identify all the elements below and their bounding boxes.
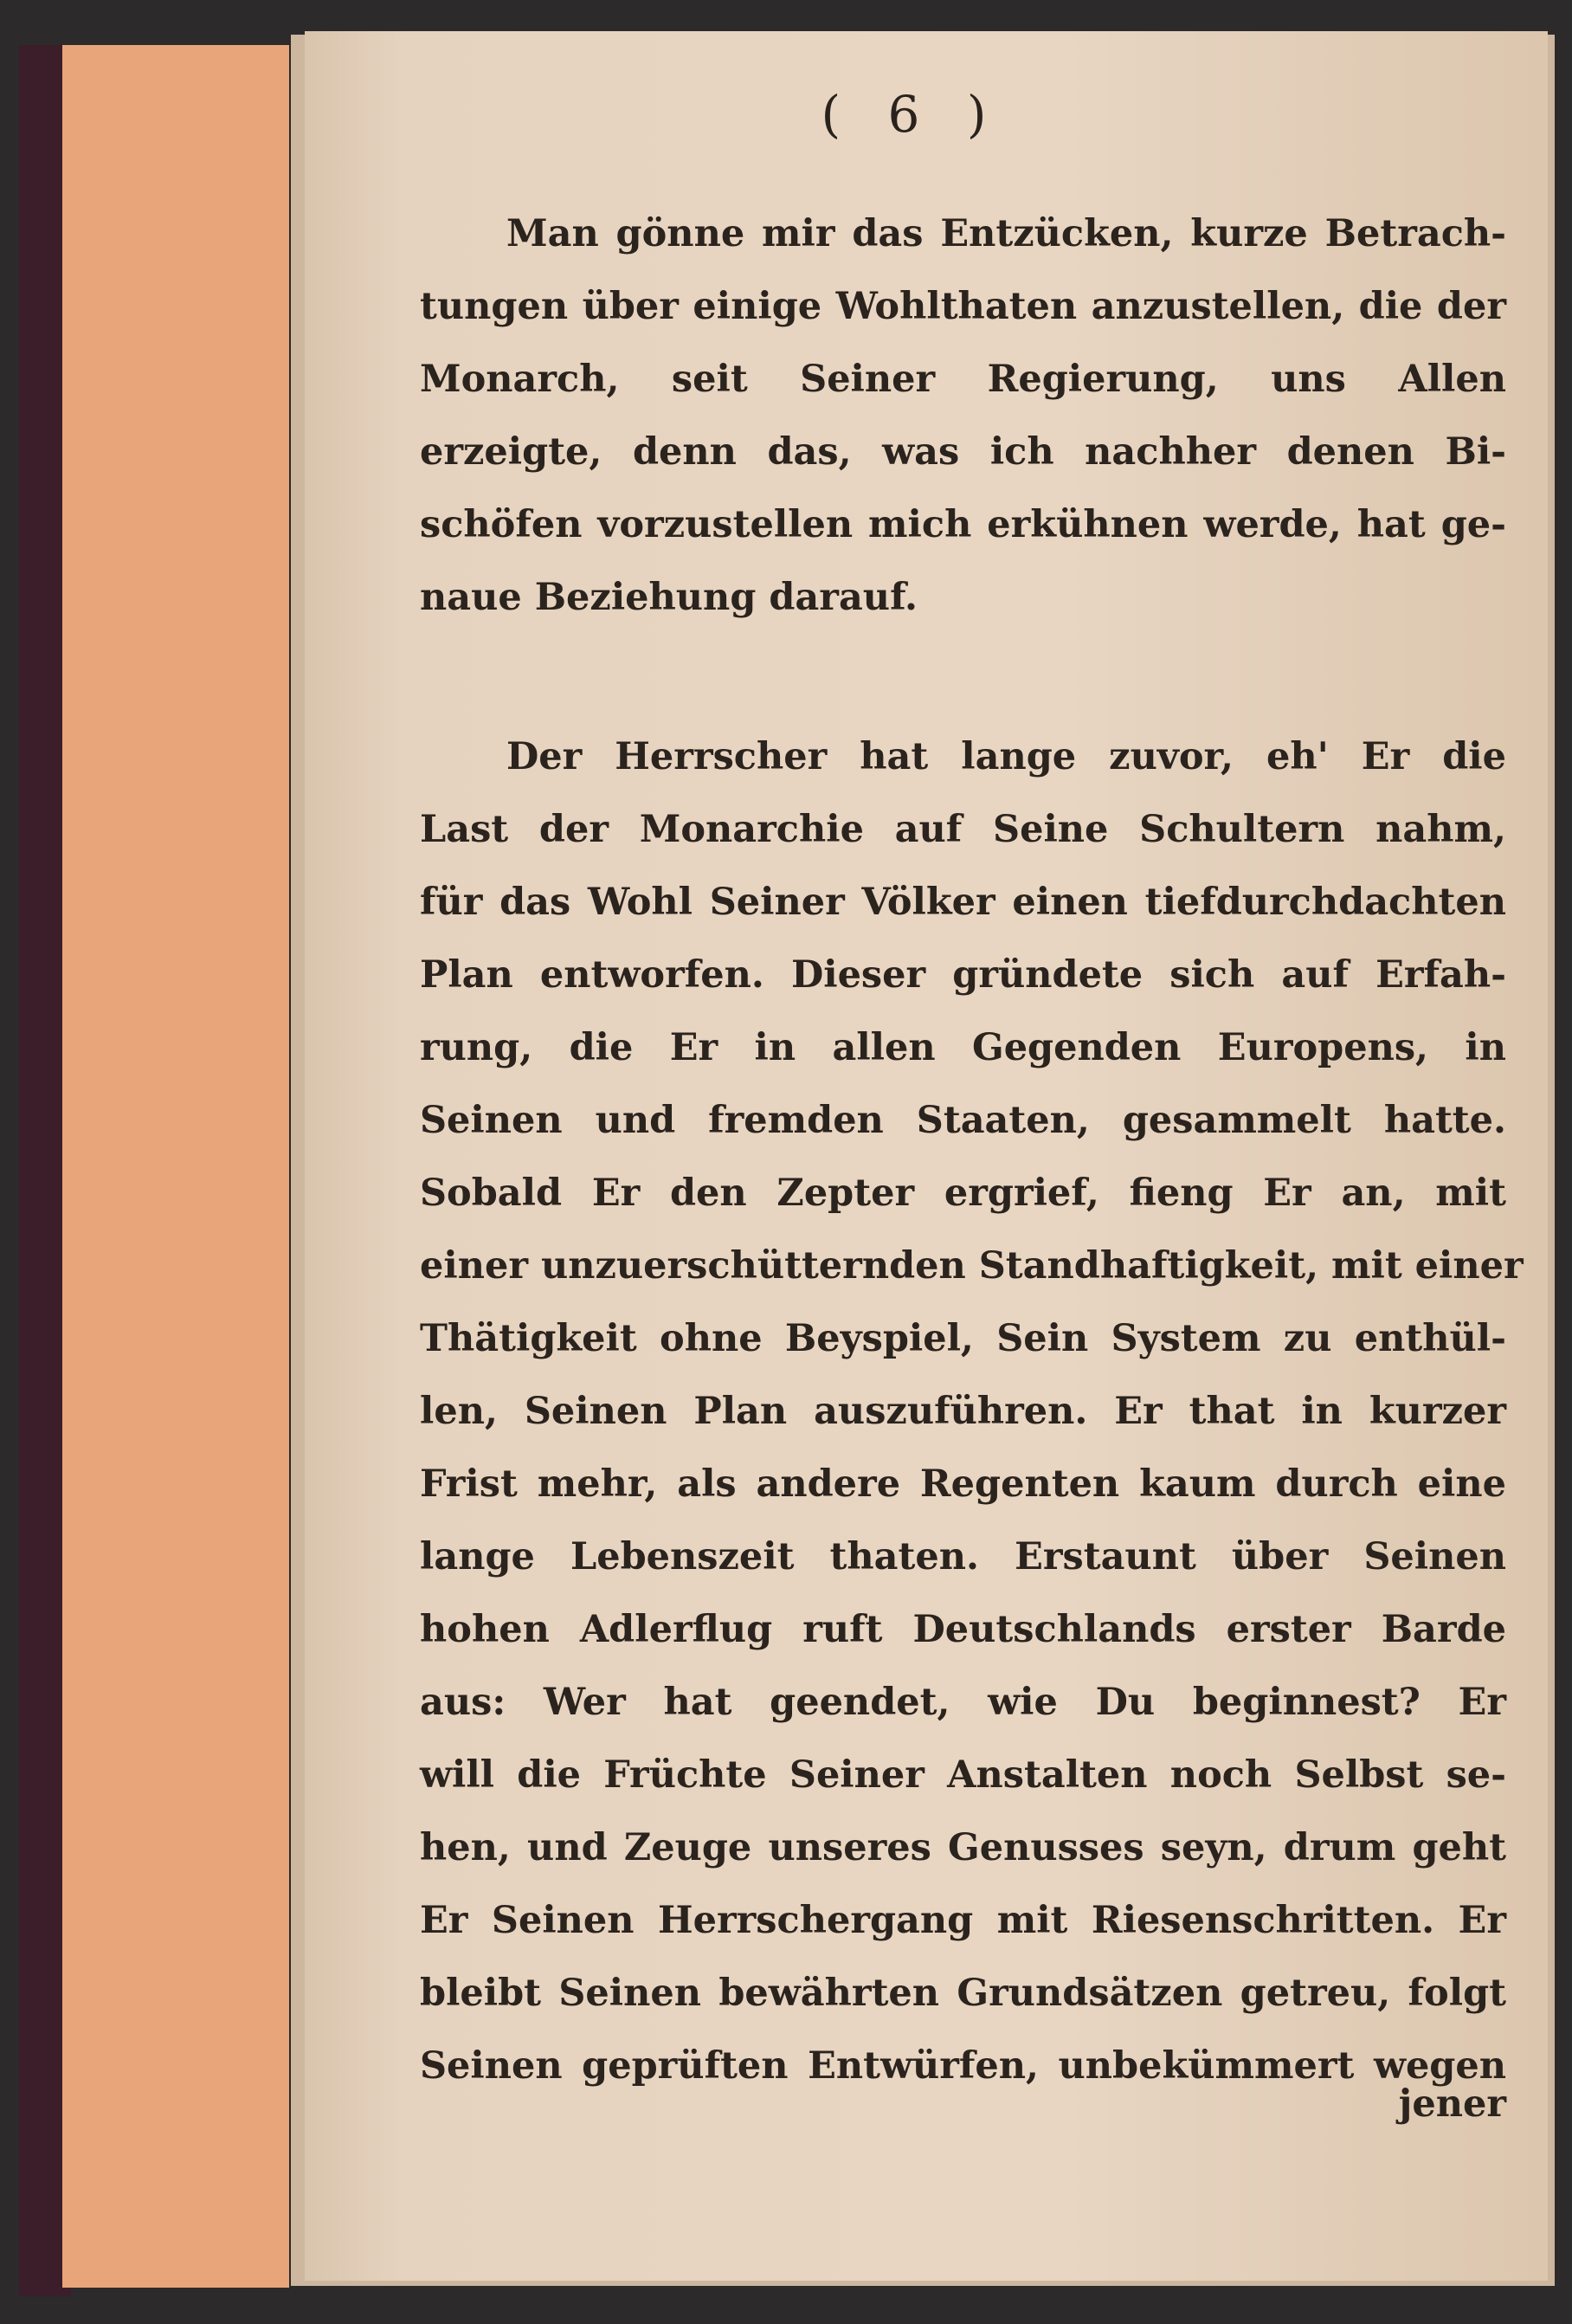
text-line: Plan entworfen. Dieser gründete sich auf Erfah-: [420, 953, 1506, 997]
text-line: bleibt Seinen bewährten Grundsätzen getreu, folgt: [420, 1972, 1506, 2015]
catchword: jener: [1398, 2082, 1506, 2126]
page-body-text: [420, 197, 1524, 2102]
text-line: Monarch, seit Seiner Regierung, uns Allen: [420, 358, 1506, 401]
text-line: schöfen vorzustellen mich erkühnen werde, hat ge-: [420, 503, 1506, 546]
book-cover-edge: [62, 45, 289, 2288]
text-line: Der Herrscher hat lange zuvor, eh' Er die: [506, 735, 1506, 778]
text-line: rung, die Er in allen Gegenden Europens, in: [420, 1026, 1506, 1069]
text-line: Seinen geprüften Entwürfen, unbekümmert wegen: [420, 2044, 1506, 2088]
text-line: Thätigkeit ohne Beyspiel, Sein System zu enthül-: [420, 1317, 1506, 1360]
text-line: tungen über einige Wohlthaten anzustellen, die der: [420, 285, 1506, 328]
text-line: Man gönne mir das Entzücken, kurze Betrach-: [506, 212, 1506, 255]
paragraph-gap: [420, 634, 1506, 720]
text-line: len, Seinen Plan auszuführen. Er that in kurzer: [420, 1390, 1506, 1433]
text-line: Er Seinen Herrschergang mit Riesenschritten. Er: [420, 1899, 1506, 1942]
paragraph: [420, 197, 1506, 634]
text-line: Sobald Er den Zepter ergrief, fieng Er an, mit: [420, 1172, 1506, 1215]
text-line: einer unzuerschütternden Standhaftigkeit, mit einer: [420, 1244, 1524, 1288]
text-line: lange Lebenszeit thaten. Erstaunt über Seinen: [420, 1535, 1506, 1578]
text-line: hen, und Zeuge unseres Genusses seyn, drum geht: [420, 1826, 1506, 1869]
paragraph: [420, 720, 1524, 2102]
text-line: erzeigte, denn das, was ich nachher denen Bi-: [420, 430, 1506, 474]
text-line: naue Beziehung darauf.: [420, 576, 918, 619]
text-line: Last der Monarchie auf Seine Schultern nahm,: [420, 808, 1506, 851]
text-line: Frist mehr, als andere Regenten kaum durch eine: [420, 1462, 1506, 1506]
text-line: Seinen und fremden Staaten, gesammelt hatte.: [420, 1099, 1506, 1142]
text-line: will die Früchte Seiner Anstalten noch Selbst se-: [420, 1753, 1506, 1797]
catchword-container: [420, 2068, 1506, 2140]
text-line: aus: Wer hat geendet, wie Du beginnest? Er: [420, 1681, 1506, 1724]
page-number: ( 6 ): [821, 85, 1002, 144]
text-line: für das Wohl Seiner Völker einen tiefdurchdachten: [420, 881, 1506, 924]
text-line: hohen Adlerflug ruft Deutschlands erster Barde: [420, 1608, 1506, 1651]
